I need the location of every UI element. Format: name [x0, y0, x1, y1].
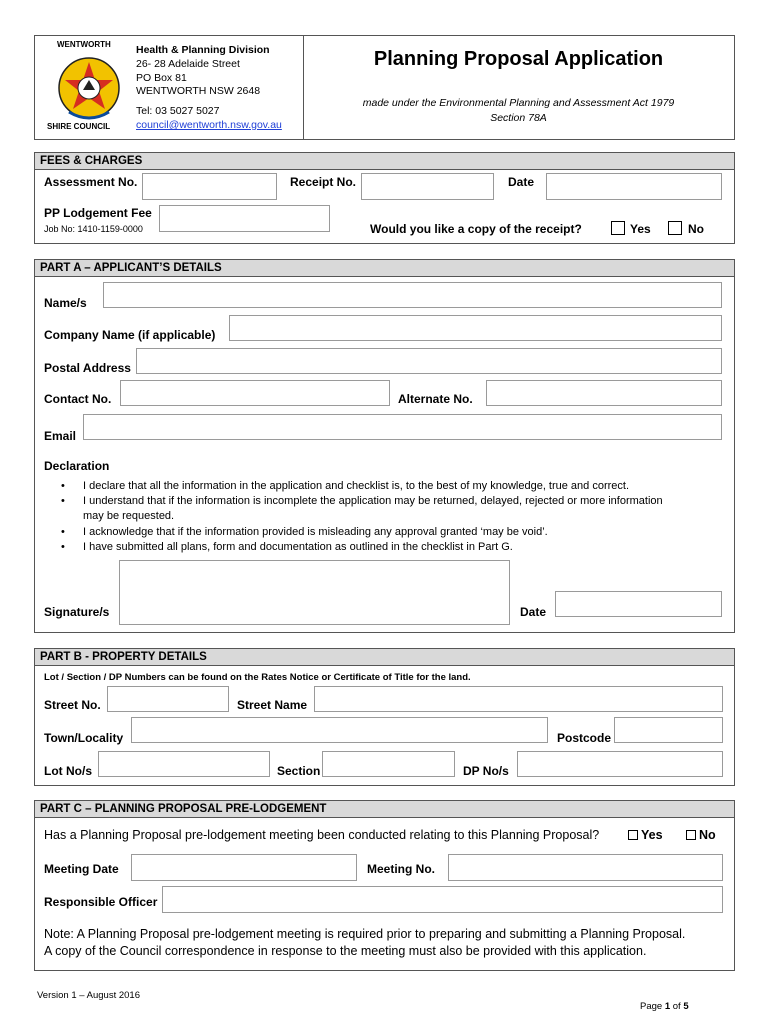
postal-address-label: Postal Address: [44, 361, 131, 375]
form-subtitle-act: made under the Environmental Planning and Assessment Act 1979: [362, 97, 675, 109]
page-current: 1: [664, 1001, 671, 1012]
section-label: Section: [277, 764, 321, 778]
street-no-label: Street No.: [44, 698, 101, 712]
page-number: [640, 1001, 689, 1012]
contact-no-input[interactable]: [120, 380, 390, 406]
version-info: Version 1 – August 2016: [37, 990, 140, 1001]
fees-date-label: Date: [508, 175, 535, 189]
receipt-copy-yes-checkbox[interactable]: [611, 221, 625, 235]
address-line-3: WENTWORTH NSW 2648: [136, 85, 261, 97]
signature-input[interactable]: [119, 560, 510, 625]
declaration-item-3: • I acknowledge that if the information provided is misleading any approval granted ‘may be void’.: [61, 526, 548, 538]
receipt-copy-question: Would you like a copy of the receipt?: [370, 222, 582, 236]
address-line-1: 26- 28 Adelaide Street: [136, 58, 240, 70]
email-label: Email: [44, 429, 77, 443]
part-c-header: PART C – PLANNING PROPOSAL PRE-LODGEMENT: [35, 801, 734, 818]
telephone: Tel: 03 5027 5027: [136, 105, 220, 117]
names-label: Name/s: [44, 296, 87, 310]
pre-lodgement-question: Has a Planning Proposal pre-lodgement meeting been conducted relating to this Planning Proposal?: [44, 828, 600, 842]
meeting-date-input[interactable]: [131, 854, 357, 881]
signature-date-label: Date: [520, 605, 547, 619]
postcode-input[interactable]: [614, 717, 723, 743]
declaration-heading: Declaration: [44, 459, 110, 473]
job-number: Job No: 1410-1159-0000: [44, 224, 143, 234]
page-of: of: [670, 1001, 684, 1012]
page-total: 5: [683, 1001, 689, 1012]
pre-lodgement-no-checkbox[interactable]: [686, 830, 696, 840]
signature-label: Signature/s: [44, 605, 110, 619]
responsible-officer-label: Responsible Officer: [44, 895, 158, 909]
pre-lodgement-note-line-1: Note: A Planning Proposal pre-lodgement meeting is required prior to preparing and submitting a Planning Proposal.: [44, 927, 686, 941]
declaration-item-1: • I declare that all the information in the application and checklist is, to the best of my knowledge, true and correct.: [61, 480, 630, 492]
postcode-label: Postcode: [557, 731, 612, 745]
pre-lodgement-yes-option[interactable]: [628, 828, 663, 842]
assessment-no-input[interactable]: [142, 173, 277, 200]
meeting-date-label: Meeting Date: [44, 862, 119, 876]
town-locality-label: Town/Locality: [44, 731, 124, 745]
division-name: Health & Planning Division: [136, 44, 270, 56]
form-title: Planning Proposal Application: [373, 48, 664, 70]
names-input[interactable]: [103, 282, 722, 308]
declaration-item-2-cont: may be requested.: [83, 510, 175, 522]
contact-no-label: Contact No.: [44, 392, 112, 406]
receipt-copy-no-checkbox[interactable]: [668, 221, 682, 235]
pre-lodgement-yes-label: Yes: [641, 828, 663, 842]
alternate-no-label: Alternate No.: [398, 392, 473, 406]
pre-lodgement-yes-checkbox[interactable]: [628, 830, 638, 840]
receipt-copy-yes-label: Yes: [630, 222, 651, 236]
fees-date-input[interactable]: [546, 173, 722, 200]
meeting-no-label: Meeting No.: [367, 862, 435, 876]
dp-no-label: DP No/s: [463, 764, 509, 778]
part-b-header: PART B - PROPERTY DETAILS: [35, 649, 734, 666]
pre-lodgement-no-label: No: [699, 828, 716, 842]
form-subtitle-section: Section 78A: [490, 112, 547, 124]
part-b-note: Lot / Section / DP Numbers can be found on the Rates Notice or Certificate of Title for the land.: [44, 672, 471, 683]
postal-address-input[interactable]: [136, 348, 722, 374]
town-locality-input[interactable]: [131, 717, 548, 743]
declaration-item-4: • I have submitted all plans, form and documentation as outlined in the checklist in Part G.: [61, 541, 513, 553]
council-email-link[interactable]: council@wentworth.nsw.gov.au: [136, 119, 282, 131]
street-name-label: Street Name: [237, 698, 308, 712]
company-name-input[interactable]: [229, 315, 722, 341]
receipt-copy-no-label: No: [688, 222, 704, 236]
part-a-header: PART A – APPLICANT’S DETAILS: [35, 260, 734, 277]
alternate-no-input[interactable]: [486, 380, 722, 406]
council-logo: [39, 40, 139, 136]
logo-text-bottom: SHIRE COUNCIL: [47, 122, 111, 131]
lot-no-label: Lot No/s: [44, 764, 92, 778]
pp-lodgement-fee-label: PP Lodgement Fee: [44, 206, 152, 220]
lot-no-input[interactable]: [98, 751, 270, 777]
header-box: [34, 35, 735, 140]
pre-lodgement-no-option[interactable]: [686, 828, 716, 842]
logo-text-top: WENTWORTH: [57, 40, 111, 49]
page-prefix: Page: [640, 1001, 665, 1012]
receipt-no-label: Receipt No.: [290, 175, 357, 189]
meeting-no-input[interactable]: [448, 854, 723, 881]
street-name-input[interactable]: [314, 686, 723, 712]
signature-date-input[interactable]: [555, 591, 722, 617]
assessment-no-label: Assessment No.: [44, 175, 138, 189]
dp-no-input[interactable]: [517, 751, 723, 777]
company-name-label: Company Name (if applicable): [44, 328, 216, 342]
declaration-item-2: • I understand that if the information is incomplete the application may be returned, delayed, rejected or more information: [61, 495, 663, 507]
email-input[interactable]: [83, 414, 722, 440]
receipt-no-input[interactable]: [361, 173, 494, 200]
street-no-input[interactable]: [107, 686, 229, 712]
pp-lodgement-fee-input[interactable]: [159, 205, 330, 232]
address-line-2: PO Box 81: [136, 72, 187, 84]
section-input[interactable]: [322, 751, 455, 777]
responsible-officer-input[interactable]: [162, 886, 723, 913]
fees-header: FEES & CHARGES: [35, 153, 734, 170]
pre-lodgement-note-line-2: A copy of the Council correspondence in response to the meeting must also be provided with this application.: [44, 944, 647, 958]
